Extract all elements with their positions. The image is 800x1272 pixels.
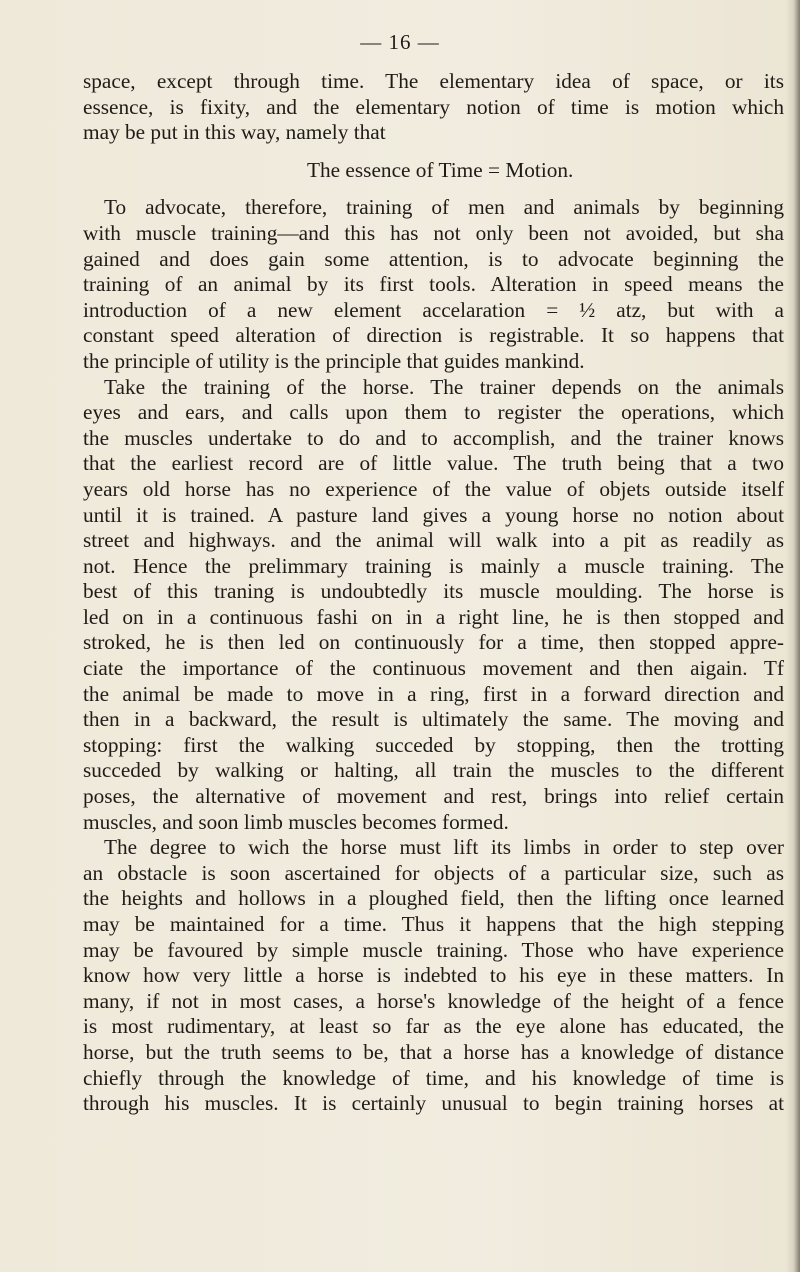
text-line: the muscles undertake to do and to accomplish, and the trainer knows [83,425,784,450]
text-line: know how very little a horse is indebted to his eye in these matters. In [83,963,784,988]
text-line: through his muscles. It is certainly unusual to begin training horses at [83,1091,784,1116]
text-line: succeded by walking or halting, all train the muscles to the different [83,758,784,783]
text-line: eyes and ears, and calls upon them to register the operations, which [83,400,784,425]
text-line: stopping: first the walking succeded by stopping, then the trotting [83,732,784,757]
text-line: an obstacle is soon ascertained for objects of a particular size, such as [83,860,784,885]
formula-line: The essence of Time = Motion. [307,157,574,182]
text-line: the animal be made to move in a ring, first in a forward direction and [83,681,784,706]
text-line: is most rudimentary, at least so far as the eye alone has educated, the [83,1014,784,1039]
text-line: space, except through time. The elementary idea of space, or its [83,69,784,93]
page-edge-shadow [786,0,800,1272]
text-line: chiefly through the knowledge of time, and his knowledge of time is [83,1065,784,1090]
text-line: may be put in this way, namely that [83,120,386,145]
text-line: street and highways. and the animal will walk into a pit as readily as [83,528,784,553]
text-line: that the earliest record are of little value. The truth being that a two [83,451,784,476]
text-line: Take the training of the horse. The trainer depends on the animals [104,374,784,399]
text-line: best of this traning is undoubtedly its muscle moulding. The horse is [83,579,784,604]
text-line: may be maintained for a time. Thus it happens that the high stepping [83,912,784,936]
text-line: To advocate, therefore, training of men and animals by beginning [104,195,784,220]
text-line: The degree to wich the horse must lift its limbs in order to step over [104,835,784,860]
text-line: horse, but the truth seems to be, that a horse has a knowledge of distance [83,1039,784,1064]
text-line: the principle of utility is the principle that guides mankind. [83,348,585,373]
text-line: the heights and hollows in a ploughed field, then the lifting once learned [83,886,784,911]
text-line: essence, is fixity, and the elementary notion of time is motion which [83,94,784,119]
text-line: muscles, and soon limb muscles becomes formed. [83,809,509,834]
text-line: then in a backward, the result is ultimately the same. The moving and [83,707,784,732]
text-line: with muscle training—and this has not only been not avoided, but sha [83,220,784,245]
text-line: until it is trained. A pasture land gives a young horse no notion about [83,502,784,527]
text-line: gained and does gain some attention, is to advocate beginning the [83,246,784,271]
text-line: not. Hence the prelimmary training is mainly a muscle training. The [83,553,784,578]
text-line: may be favoured by simple muscle training. Those who have experience [83,937,784,962]
text-line: led on in a continuous fashi on in a right line, he is then stopped and [83,604,784,629]
text-line: stroked, he is then led on continuously for a time, then stopped appre- [83,630,784,655]
text-line: ciate the importance of the continuous movement and then aigain. Tf [83,656,784,681]
text-line: introduction of a new element accelaration = ½ atz, but with a [83,297,784,322]
body-text [83,69,784,1117]
text-line: many, if not in most cases, a horse's knowledge of the height of a fence [83,988,784,1013]
text-line: training of an animal by its first tools. Alteration in speed means the [83,272,784,297]
text-line: constant speed alteration of direction is registrable. It so happens that [83,323,784,348]
page-number: — 16 — [360,30,440,54]
text-line: years old horse has no experience of the value of objets outside itself [83,476,784,501]
text-line: poses, the alternative of movement and rest, brings into relief certain [83,784,784,809]
